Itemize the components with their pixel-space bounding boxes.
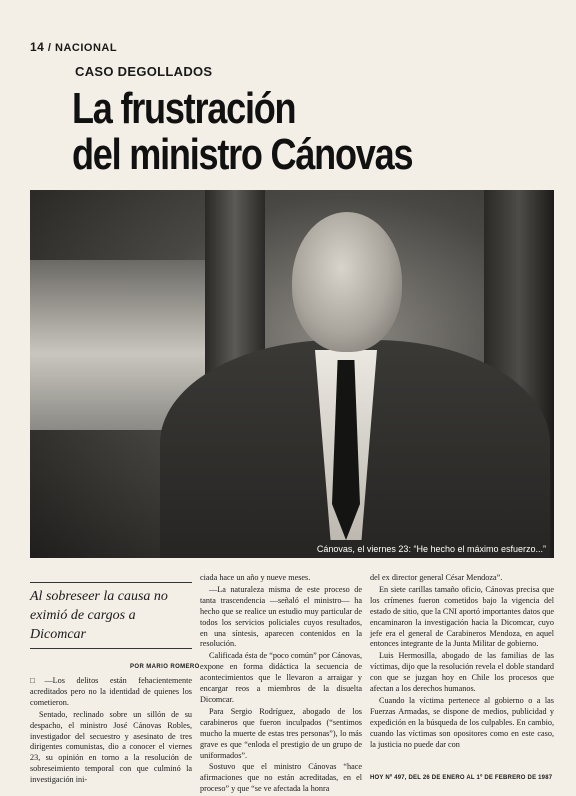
paragraph: Cuando la víctima pertenece al gobierno o a las Fuerzas Armadas, se dispone de medios, publicidad y expedición en la búsqueda de los culpables. En cambio, cuando las víctimas son opositores como en este caso, la justicia no puede dar con [370, 695, 554, 749]
article-column-2 [200, 573, 362, 796]
paragraph: —La naturaleza misma de este proceso de tanta trascendencia —señaló el ministro— ha hecho que se realice un estudio muy particular de todos los servicios policiales cuyos resultados, en una síntesis, aparecen contenidos en la resolución. [200, 584, 362, 649]
pull-quote-box [30, 582, 192, 653]
pull-quote: Al sobreseer la causa no eximió de cargos a Dicomcar [30, 589, 168, 642]
byline: POR MARIO ROMERO [130, 664, 200, 670]
paragraph: ciada hace un año y nueve meses. [200, 573, 311, 582]
paragraph: Calificada ésta de “poco común” por Cánovas, expone en forma didáctica la secuencia de acontecimientos que le llevaron a arraigar y encargar reos a miembros de la disuelta Dicomcar. [200, 651, 363, 704]
paragraph: Luis Hermosilla, abogado de las familias de las víctimas, dijo que la resolución revela el doble standard con que se juzgan hoy en Chile los procesos que afectan a los derechos humanos. [370, 651, 554, 694]
page-footer: HOY Nº 497, DEL 26 DE ENERO AL 1º DE FEBRERO DE 1987 [370, 775, 553, 781]
page-number: 14 [30, 40, 45, 54]
paragraph: del ex director general César Mendoza”. [370, 573, 503, 582]
article-column-3 [370, 573, 554, 752]
section-name: / NACIONAL [47, 42, 118, 54]
article-headline [72, 86, 412, 178]
headline-line-1: La frustración [72, 84, 296, 133]
page-header [30, 40, 117, 54]
paragraph: Sostuvo que el ministro Cánovas “hace afirmaciones que no están acreditadas, en el proceso” y que “se ve afectada la honra [200, 762, 362, 794]
paragraph: En siete carillas tamaño oficio, Cánovas precisa que los crímenes fueron cometidos bajo la vigencia del estado de sitio, que la CNI aportó importantes datos que encaminaron la investigación hacia la Dicomcar, cuyo jefe era el general de Carabineros Mendoza, en aquel entonces integrante de la Junta Militar de gobierno. [370, 584, 554, 649]
article-kicker: CASO DEGOLLADOS [75, 64, 213, 79]
photo-caption: Cánovas, el viernes 23: “He hecho el máximo esfuerzo...” [316, 544, 546, 554]
photo-figure-head [292, 212, 402, 352]
pull-quote-rule-bottom [30, 648, 192, 649]
headline-line-2: del ministro Cánovas [72, 130, 413, 179]
article-photo [30, 190, 554, 558]
paragraph: □—Los delitos están fehacientemente acreditados pero no la identidad de quienes los cometieron. [30, 676, 192, 707]
paragraph: Sentado, reclinado sobre un sillón de su despacho, el ministro José Cánovas Robles, investigador del secuestro y asesinato de tres dirigentes comunistas, dio a conocer el viernes 23, su opinión en torno a la resolución de sobreseimiento temporal con que culminó la investigación ini- [30, 709, 192, 785]
article-column-1 [30, 676, 192, 787]
paragraph: Para Sergio Rodríguez, abogado de los carabineros que fueron inculpados (“sentimos mucho la muerte de estas tres personas”), lo más grave es que “enloda el prestigio de un grupo de uniformados”. [200, 706, 362, 760]
pull-quote-rule-top [30, 582, 192, 583]
